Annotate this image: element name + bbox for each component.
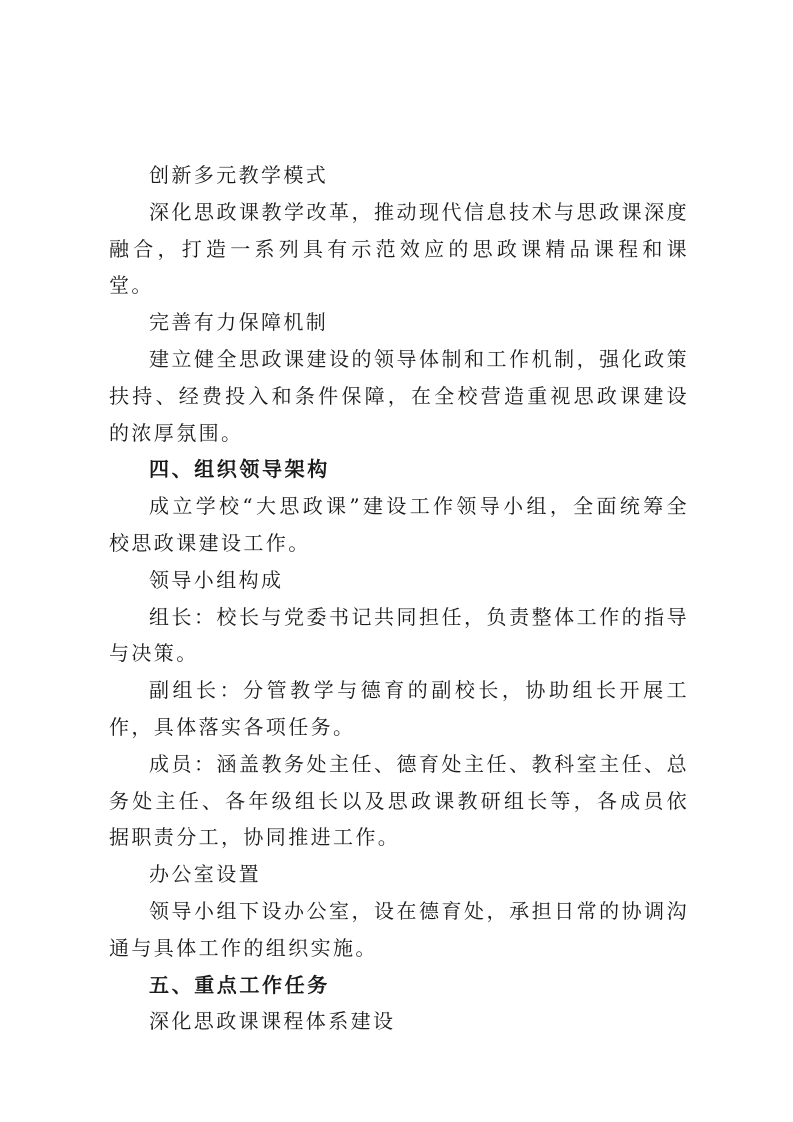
subheading-guarantee-mechanism: 完善有力保障机制 (149, 310, 329, 335)
subheading-office-setup: 办公室设置 (149, 862, 261, 887)
body-paragraph-leading-group: 成立学校“大思政课”建设工作领导小组，全面统筹全校思政课建设工作。 (109, 494, 689, 555)
body-paragraph-office: 领导小组下设办公室，设在德育处，承担日常的协调沟通与具体工作的组织实施。 (109, 898, 689, 960)
body-paragraph-members: 成员：涵盖教务处主任、德育处主任、教科室主任、总务处主任、各年级组长以及思政课教研组长等，各成员依据职责分工，协同推进工作。 (109, 751, 689, 850)
body-paragraph-teaching-reform: 深化思政课教学改革，推动现代信息技术与思政课深度融合，打造一系列具有示范效应的思政课精品课程和课堂。 (109, 199, 689, 298)
body-paragraph-deputy-leader: 副组长：分管教学与德育的副校长，协助组长开展工作，具体落实各项任务。 (109, 678, 689, 739)
section-heading-key-tasks: 五、重点工作任务 (149, 972, 330, 997)
subheading-innovative-teaching: 创新多元教学模式 (149, 163, 329, 187)
document-page (109, 157, 689, 1040)
subheading-group-composition: 领导小组构成 (149, 567, 284, 592)
body-paragraph-leadership-system: 建立健全思政课建设的领导体制和工作机制，强化政策扶持、经费投入和条件保障，在全校营造重视思政课建设的浓厚氛围。 (109, 346, 689, 445)
subheading-curriculum-system: 深化思政课课程体系建设 (149, 1009, 396, 1034)
body-paragraph-group-leader: 组长：校长与党委书记共同担任，负责整体工作的指导与决策。 (109, 604, 689, 666)
section-heading-organization: 四、组织领导架构 (149, 457, 330, 482)
